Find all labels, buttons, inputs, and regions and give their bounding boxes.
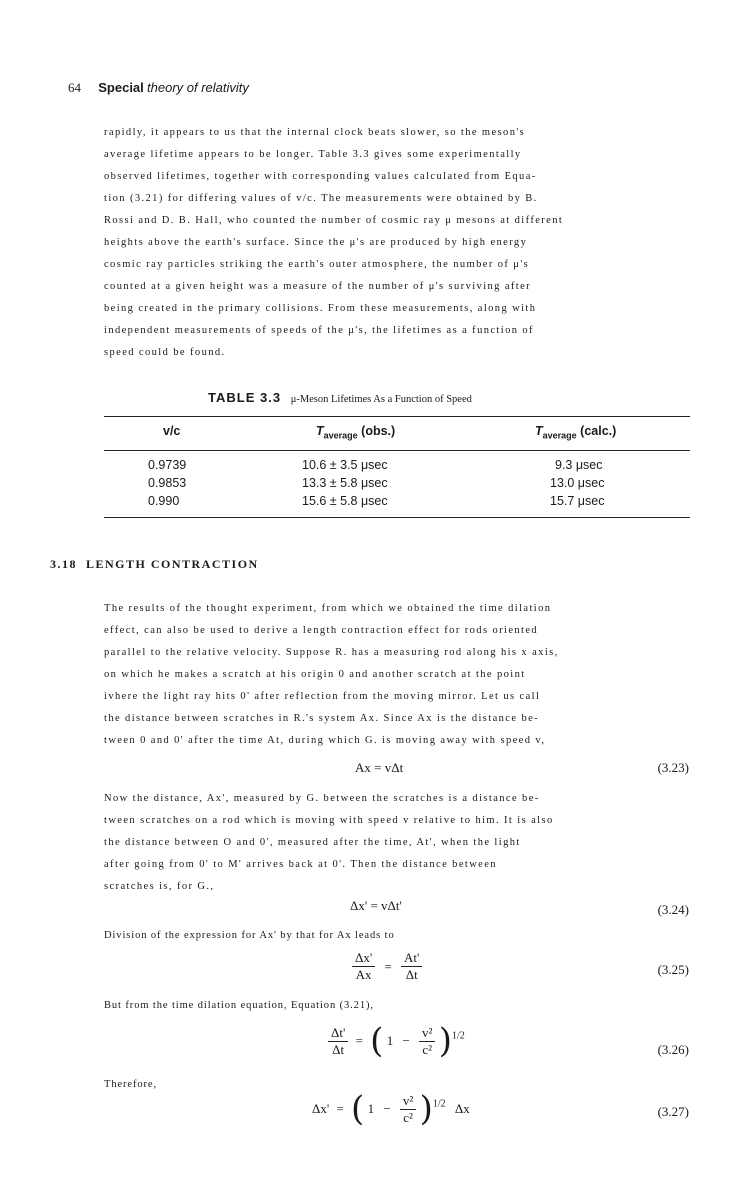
text-line: average lifetime appears to be longer. Table 3.3 gives some experimentally bbox=[104, 149, 522, 160]
equation-number: (3.26) bbox=[657, 1042, 689, 1057]
text-line: on which he makes a scratch at his origin 0 and another scratch at the point bbox=[104, 669, 526, 680]
minus-sign: − bbox=[402, 1033, 410, 1048]
equation-3-27 bbox=[312, 1089, 470, 1129]
text-line: tween scratches on a rod which is moving with speed v relative to him. It is also bbox=[104, 815, 554, 826]
table-cell: 0.990 bbox=[148, 494, 180, 508]
table-cell: 0.9739 bbox=[148, 458, 187, 472]
denominator: Δt bbox=[405, 967, 418, 982]
denominator: c² bbox=[403, 1109, 413, 1125]
fraction-dt bbox=[328, 1025, 348, 1058]
text-line: the distance between scratches in R.'s system Ax. Since Ax is the distance be- bbox=[104, 713, 540, 724]
numerator: v² bbox=[419, 1025, 435, 1042]
text-line: being created in the primary collisions. From these measurements, along with bbox=[104, 303, 537, 314]
numerator: Δx' bbox=[352, 950, 375, 967]
header-obs-label: (obs.) bbox=[361, 424, 396, 438]
header-subscript: average bbox=[542, 430, 577, 441]
equals-sign: = bbox=[384, 958, 392, 974]
equation-3-23: Ax = vΔt bbox=[355, 760, 404, 775]
header-t-symbol: T bbox=[535, 424, 543, 438]
table-cell: 13.0 μsec bbox=[550, 476, 605, 490]
right-paren: ) bbox=[438, 1021, 452, 1061]
exponent: 1/2 bbox=[432, 1098, 446, 1110]
header-t-symbol: T bbox=[316, 424, 324, 438]
numerator: v² bbox=[400, 1093, 416, 1110]
exponent: 1/2 bbox=[451, 1030, 465, 1042]
page-header bbox=[68, 80, 249, 96]
text-line: speed could be found. bbox=[104, 347, 226, 358]
minus-sign: − bbox=[383, 1101, 391, 1116]
table-cell: 15.7 μsec bbox=[550, 494, 605, 508]
equation-3-25 bbox=[352, 950, 422, 983]
section-title: LENGTH CONTRACTION bbox=[86, 557, 259, 571]
text-therefore: Therefore, bbox=[104, 1079, 158, 1090]
one: 1 bbox=[386, 1033, 394, 1048]
table-label: TABLE 3.3 bbox=[208, 390, 282, 405]
section-heading bbox=[50, 557, 259, 572]
text-division: Division of the expression for Ax' by that for Ax leads to bbox=[104, 930, 395, 941]
text-line: tion (3.21) for differing values of v/c. The measurements were obtained by B. bbox=[104, 193, 538, 204]
text-line: counted at a given height was a measure of the number of μ's surviving after bbox=[104, 281, 532, 292]
header-calc-label: (calc.) bbox=[580, 424, 617, 438]
running-title-bold: Special bbox=[98, 80, 144, 95]
paragraph-2 bbox=[104, 598, 690, 752]
equation-number: (3.27) bbox=[657, 1104, 689, 1119]
text-line: heights above the earth's surface. Since the μ's are produced by high energy bbox=[104, 237, 528, 248]
rhs: Δx bbox=[454, 1101, 470, 1116]
text-line: independent measurements of speeds of the μ's, the lifetimes as a function of bbox=[104, 325, 534, 336]
text-line: effect, can also be used to derive a length contraction effect for rods oriented bbox=[104, 625, 539, 636]
table-cell: 15.6 ± 5.8 μsec bbox=[302, 494, 388, 508]
running-title-italic: theory of relativity bbox=[147, 80, 249, 95]
left-paren: ( bbox=[370, 1021, 384, 1061]
text-line: cosmic ray particles striking the earth's outer atmosphere, the number of μ's bbox=[104, 259, 530, 270]
text-line: observed lifetimes, together with corresponding values calculated from Equa- bbox=[104, 171, 537, 182]
table-top-rule bbox=[104, 416, 690, 417]
equals-sign: = bbox=[336, 1101, 344, 1116]
right-paren: ) bbox=[419, 1089, 433, 1129]
denominator: Ax bbox=[355, 967, 372, 982]
text-but: But from the time dilation equation, Equation (3.21), bbox=[104, 1000, 374, 1011]
table-header-rule bbox=[104, 450, 690, 451]
fraction-right bbox=[401, 950, 422, 983]
text-line: after going from 0' to M' arrives back at 0'. Then the distance between bbox=[104, 859, 497, 870]
denominator: c² bbox=[422, 1041, 433, 1057]
equation-number: (3.23) bbox=[657, 760, 689, 775]
table-cell: 0.9853 bbox=[148, 476, 187, 490]
text-line: rapidly, it appears to us that the internal clock beats slower, so the meson's bbox=[104, 127, 526, 138]
text-line: Rossi and D. B. Hall, who counted the number of cosmic ray μ mesons at different bbox=[104, 215, 564, 226]
text-line: the distance between O and 0', measured after the time, At', when the light bbox=[104, 837, 521, 848]
table-bottom-rule bbox=[104, 517, 690, 518]
text-line: parallel to the relative velocity. Suppose R. has a measuring rod along his x axis, bbox=[104, 647, 559, 658]
equation-number: (3.25) bbox=[657, 962, 689, 977]
table-caption: μ-Meson Lifetimes As a Function of Speed bbox=[290, 394, 472, 405]
table-header-obs bbox=[316, 424, 395, 441]
equals-sign: = bbox=[355, 1033, 363, 1048]
table-cell: 10.6 ± 3.5 μsec bbox=[302, 458, 388, 472]
page-number: 64 bbox=[68, 80, 81, 95]
equation-3-26 bbox=[328, 1021, 465, 1061]
table-header-vc: v/c bbox=[163, 424, 181, 438]
text-line: scratches is, for G., bbox=[104, 881, 215, 892]
text-line: ivhere the light ray hits 0' after reflection from the moving mirror. Let us call bbox=[104, 691, 541, 702]
equation-number: (3.24) bbox=[657, 902, 689, 917]
one: 1 bbox=[367, 1101, 375, 1116]
table-header-calc bbox=[535, 424, 616, 441]
table-cell: 9.3 μsec bbox=[555, 458, 603, 472]
text-line: The results of the thought experiment, from which we obtained the time dilation bbox=[104, 603, 552, 614]
table-title bbox=[208, 390, 472, 405]
paragraph-1 bbox=[104, 122, 690, 364]
table-cell: 13.3 ± 5.8 μsec bbox=[302, 476, 388, 490]
header-subscript: average bbox=[323, 430, 358, 441]
fraction-v2c2 bbox=[419, 1025, 435, 1058]
equation-3-24: Δx' = vΔt' bbox=[350, 898, 402, 913]
text-line: Now the distance, Ax', measured by G. between the scratches is a distance be- bbox=[104, 793, 540, 804]
numerator: Δt' bbox=[328, 1025, 348, 1042]
fraction-v2c2 bbox=[400, 1093, 416, 1126]
denominator: Δt bbox=[332, 1041, 345, 1057]
paragraph-3 bbox=[104, 788, 690, 898]
lhs: Δx' bbox=[312, 1101, 330, 1116]
fraction-left bbox=[352, 950, 375, 983]
numerator: At' bbox=[401, 950, 422, 967]
left-paren: ( bbox=[351, 1089, 365, 1129]
text-line: tween 0 and 0' after the time At, during which G. is moving away with speed v, bbox=[104, 735, 546, 746]
section-number: 3.18 bbox=[50, 557, 77, 571]
